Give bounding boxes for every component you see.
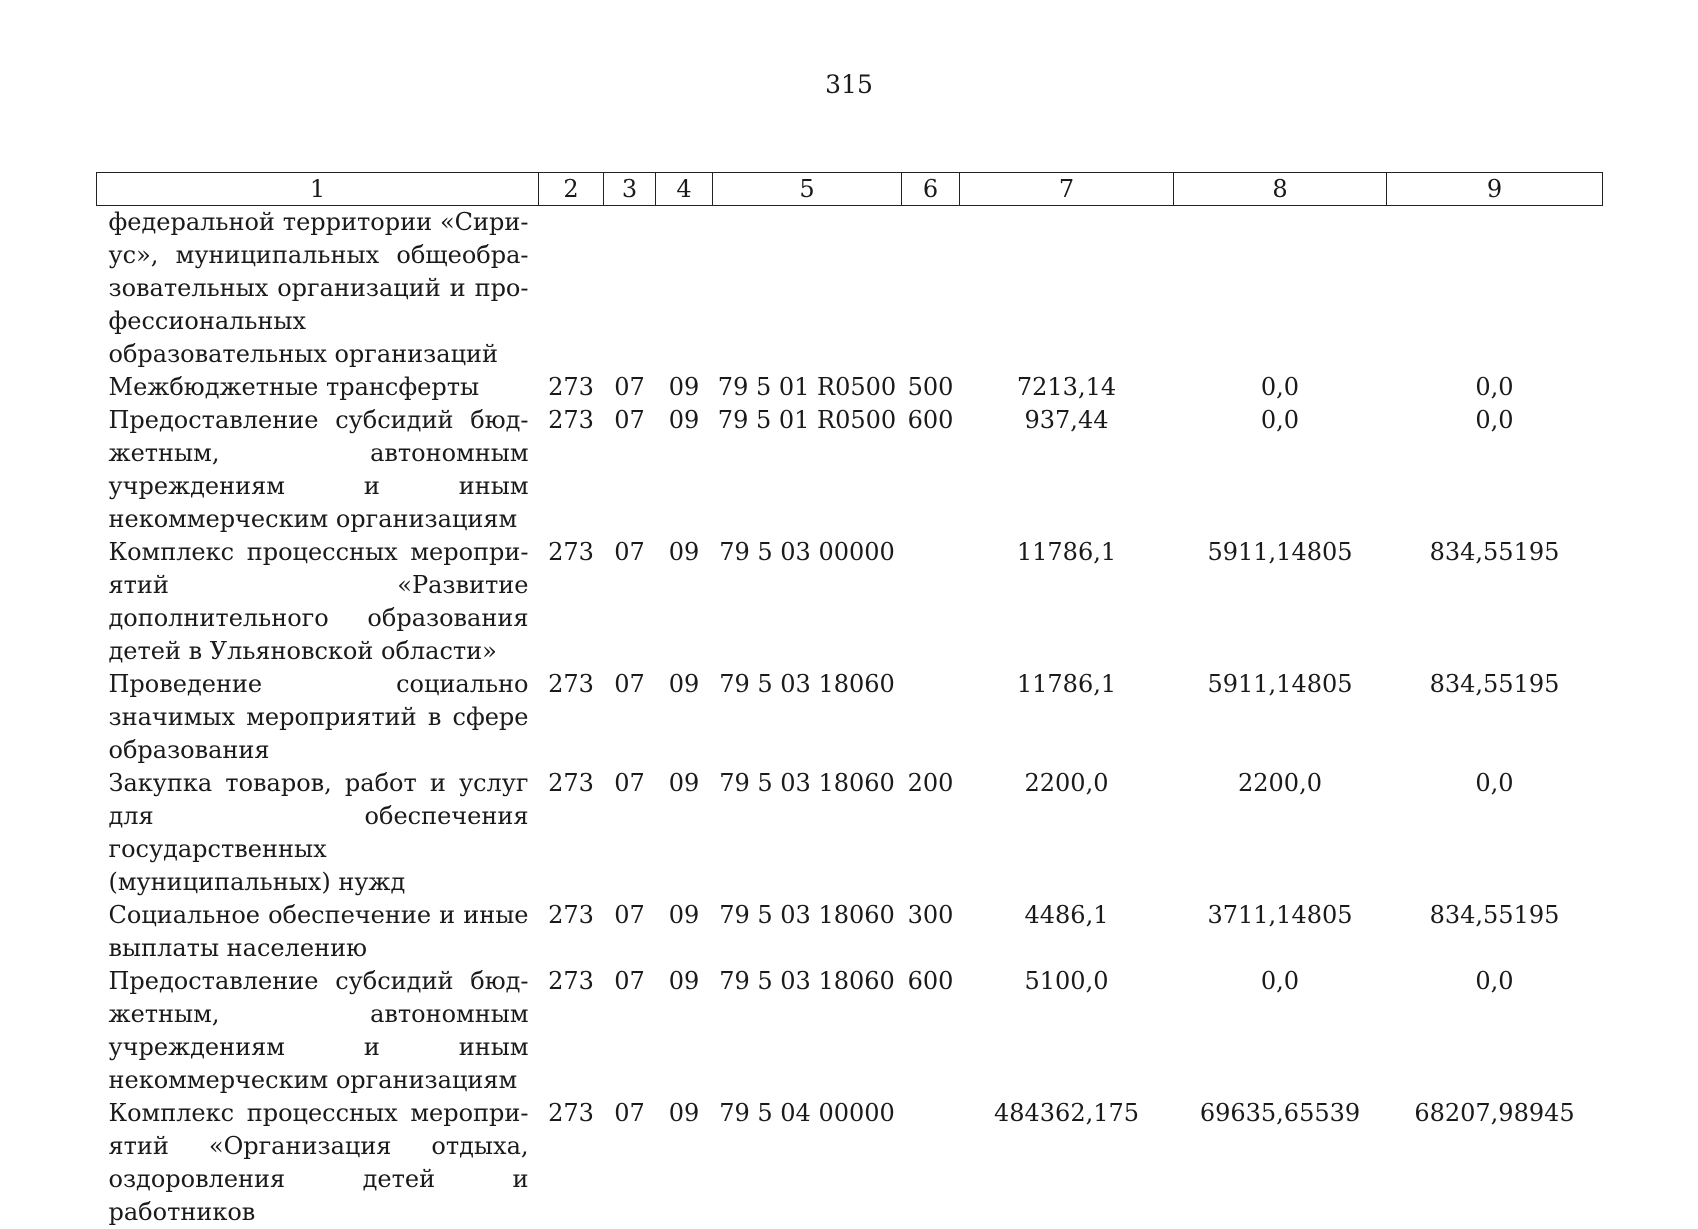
row-section: 07 — [604, 404, 656, 536]
row-name: Проведение социально значимых мероприятий в сфере образования — [97, 668, 539, 767]
row-section: 07 — [604, 965, 656, 1097]
row-subsection: 09 — [656, 965, 713, 1097]
row-target-code: 79 5 01 R0500 — [713, 404, 902, 536]
row-amount-2: 0,0 — [1174, 371, 1387, 404]
row-amount-3: 0,0 — [1387, 371, 1603, 404]
row-ministry: 273 — [539, 536, 604, 668]
row-target-code: 79 5 03 18060 — [713, 965, 902, 1097]
row-subsection: 09 — [656, 767, 713, 899]
row-amount-3: 834,55195 — [1387, 899, 1603, 965]
table-row — [97, 404, 1603, 536]
table-row — [97, 767, 1603, 899]
table-row — [97, 206, 1603, 372]
row-ministry: 273 — [539, 767, 604, 899]
row-target-code: 79 5 03 18060 — [713, 899, 902, 965]
header-col-5: 5 — [713, 173, 902, 206]
row-subsection: 09 — [656, 899, 713, 965]
row-subsection: 09 — [656, 1097, 713, 1229]
header-col-7: 7 — [960, 173, 1174, 206]
header-row — [97, 173, 1603, 206]
row-amount-2: 2200,0 — [1174, 767, 1387, 899]
row-amount-3: 834,55195 — [1387, 536, 1603, 668]
budget-table-container — [96, 172, 1602, 1229]
row-section: 07 — [604, 668, 656, 767]
row-amount-2 — [1174, 206, 1387, 372]
table-row — [97, 899, 1603, 965]
header-col-3: 3 — [604, 173, 656, 206]
header-col-2: 2 — [539, 173, 604, 206]
row-target-code: 79 5 03 18060 — [713, 668, 902, 767]
table-body — [97, 206, 1603, 1229]
row-amount-2: 69635,65539 — [1174, 1097, 1387, 1229]
row-subsection: 09 — [656, 536, 713, 668]
row-expense-type: 200 — [902, 767, 960, 899]
table-header — [97, 173, 1603, 206]
table-row — [97, 668, 1603, 767]
row-amount-3: 0,0 — [1387, 404, 1603, 536]
row-amount-2: 3711,14805 — [1174, 899, 1387, 965]
row-name: Социальное обеспечение и иные выплаты населению — [97, 899, 539, 965]
row-amount-2: 5911,14805 — [1174, 536, 1387, 668]
header-col-6: 6 — [902, 173, 960, 206]
row-amount-2: 0,0 — [1174, 404, 1387, 536]
header-col-1: 1 — [97, 173, 539, 206]
row-expense-type: 300 — [902, 899, 960, 965]
row-expense-type — [902, 536, 960, 668]
row-ministry: 273 — [539, 965, 604, 1097]
row-target-code — [713, 206, 902, 372]
row-section: 07 — [604, 371, 656, 404]
header-col-9: 9 — [1387, 173, 1603, 206]
row-amount-1: 2200,0 — [960, 767, 1174, 899]
table-row — [97, 371, 1603, 404]
row-name: Предоставление субсидий бюджетным, автономным учреждениям и иным некоммерческим организациям — [97, 404, 539, 536]
row-expense-type — [902, 206, 960, 372]
row-section — [604, 206, 656, 372]
row-expense-type: 500 — [902, 371, 960, 404]
row-expense-type — [902, 668, 960, 767]
row-amount-1: 5100,0 — [960, 965, 1174, 1097]
row-ministry: 273 — [539, 899, 604, 965]
row-subsection: 09 — [656, 404, 713, 536]
row-ministry: 273 — [539, 668, 604, 767]
row-subsection: 09 — [656, 371, 713, 404]
row-ministry: 273 — [539, 1097, 604, 1229]
row-amount-2: 0,0 — [1174, 965, 1387, 1097]
page-number: 315 — [0, 70, 1698, 99]
row-section: 07 — [604, 536, 656, 668]
row-name: Комплекс процессных мероприятий «Организация отдыха, оздоровления детей и работников — [97, 1097, 539, 1229]
row-amount-3: 834,55195 — [1387, 668, 1603, 767]
row-target-code: 79 5 01 R0500 — [713, 371, 902, 404]
table-row — [97, 536, 1603, 668]
row-expense-type: 600 — [902, 404, 960, 536]
row-ministry: 273 — [539, 371, 604, 404]
budget-table — [96, 172, 1603, 1229]
row-target-code: 79 5 04 00000 — [713, 1097, 902, 1229]
row-subsection: 09 — [656, 668, 713, 767]
row-name: Закупка товаров, работ и услуг для обеспечения государственных (муниципальных) нужд — [97, 767, 539, 899]
table-row — [97, 1097, 1603, 1229]
row-expense-type: 600 — [902, 965, 960, 1097]
row-amount-1: 4486,1 — [960, 899, 1174, 965]
row-amount-1: 11786,1 — [960, 668, 1174, 767]
row-amount-3: 0,0 — [1387, 767, 1603, 899]
row-name: Межбюджетные трансферты — [97, 371, 539, 404]
row-section: 07 — [604, 767, 656, 899]
row-name: Предоставление субсидий бюджетным, автономным учреждениям и иным некоммерческим организациям — [97, 965, 539, 1097]
row-ministry — [539, 206, 604, 372]
row-amount-3 — [1387, 206, 1603, 372]
row-amount-3: 0,0 — [1387, 965, 1603, 1097]
row-target-code: 79 5 03 00000 — [713, 536, 902, 668]
row-subsection — [656, 206, 713, 372]
row-amount-1: 484362,175 — [960, 1097, 1174, 1229]
row-ministry: 273 — [539, 404, 604, 536]
row-amount-1: 7213,14 — [960, 371, 1174, 404]
row-amount-2: 5911,14805 — [1174, 668, 1387, 767]
row-amount-3: 68207,98945 — [1387, 1097, 1603, 1229]
header-col-4: 4 — [656, 173, 713, 206]
table-row — [97, 965, 1603, 1097]
row-amount-1 — [960, 206, 1174, 372]
row-expense-type — [902, 1097, 960, 1229]
row-name: Комплекс процессных мероприятий «Развитие дополнительного образования детей в Ульяновской области» — [97, 536, 539, 668]
row-target-code: 79 5 03 18060 — [713, 767, 902, 899]
header-col-8: 8 — [1174, 173, 1387, 206]
row-name: федеральной территории «Сириус», муниципальных общеобразовательных организаций и профессиональных образовательных организаций — [97, 206, 539, 372]
row-amount-1: 11786,1 — [960, 536, 1174, 668]
row-section: 07 — [604, 899, 656, 965]
row-amount-1: 937,44 — [960, 404, 1174, 536]
row-section: 07 — [604, 1097, 656, 1229]
